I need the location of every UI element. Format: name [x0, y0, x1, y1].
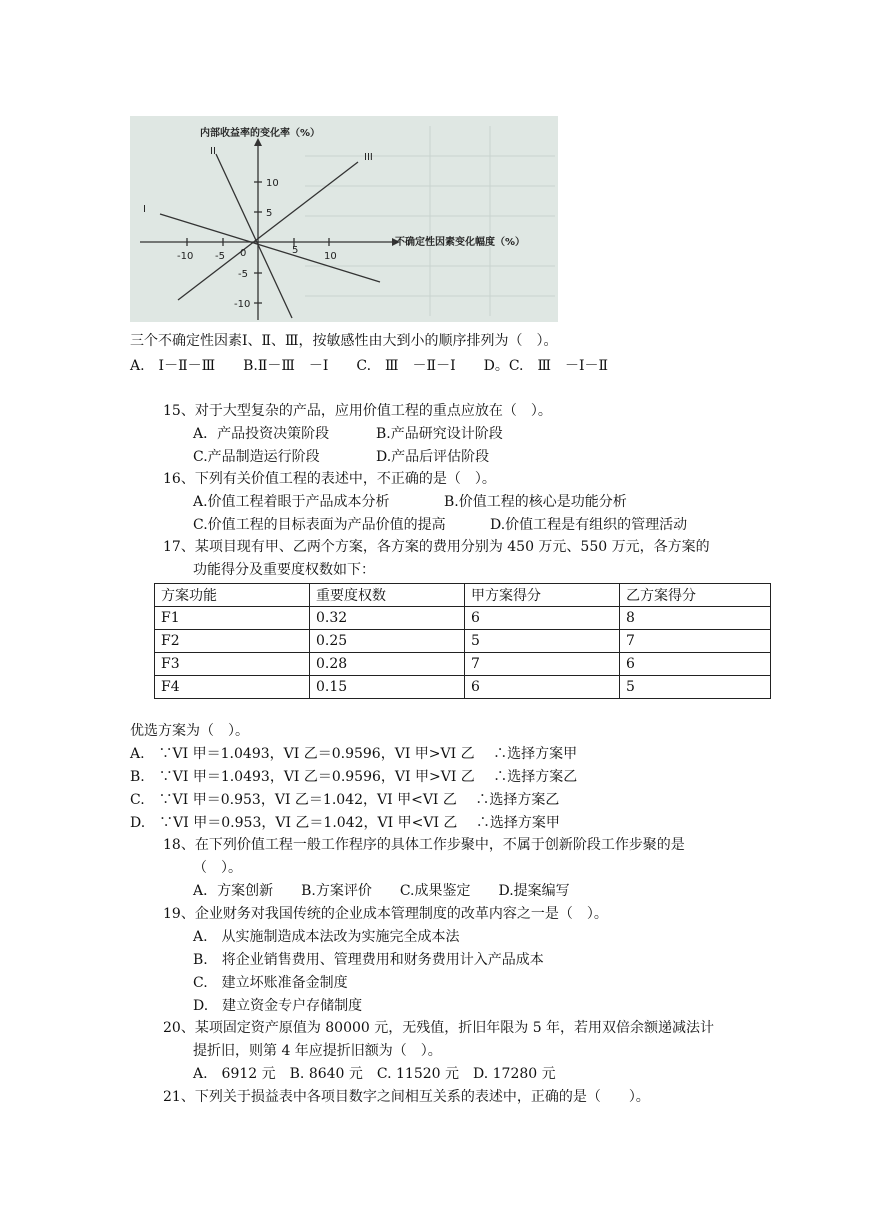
q16-option-c: C.价值工程的目标表面为产品价值的提高: [193, 517, 446, 533]
q21-stem: 21、下列关于损益表中各项目数字之间相互关系的表述中，正确的是（ ）。: [163, 1089, 650, 1105]
table-cell: 6: [465, 607, 620, 630]
q17-prompt: 优选方案为（ ）。: [130, 723, 249, 739]
table-cell: 8: [620, 607, 771, 630]
q20-stem-line1: 20、某项固定资产原值为 80000 元，无残值，折旧年限为 5 年，若用双倍余额递减法计: [163, 1020, 715, 1036]
table-header-cell: 方案功能: [155, 584, 310, 607]
q16-stem: 16、下列有关价值工程的表述中，不正确的是（ ）。: [163, 471, 496, 487]
q18-options: A．方案创新 B.方案评价 C.成果鉴定 D.提案编写: [193, 883, 570, 899]
q17-stem-line2: 功能得分及重要度权数如下：: [193, 562, 375, 578]
table-cell: F4: [155, 676, 310, 699]
x-tick-label: -10: [177, 251, 194, 262]
q20-stem-line2: 提折旧，则第 4 年应提折旧额为（ ）。: [193, 1043, 442, 1059]
q19-option-d: D. 建立资金专户存储制度: [193, 998, 363, 1014]
q17-stem-line1: 17、某项目现有甲、乙两个方案，各方案的费用分别为 450 万元、550 万元，各方案的: [163, 539, 710, 555]
q15-option-a: A．产品投资决策阶段: [193, 426, 330, 442]
table-cell: 7: [465, 653, 620, 676]
line-i-label: I: [143, 204, 146, 215]
y-tick-label: 5: [266, 208, 273, 219]
table-header-row: [155, 584, 771, 607]
q15-option-b: B.产品研究设计阶段: [376, 426, 503, 442]
table-header-cell: 甲方案得分: [465, 584, 620, 607]
q19-option-c: C. 建立坏账准备金制度: [193, 975, 348, 991]
q17-option-a: A. ∵VI 甲＝1.0493，VI 乙＝0.9596，VI 甲>VI 乙 ∴选择方案甲: [130, 746, 578, 762]
table-cell: 0.25: [310, 630, 465, 653]
q15-option-d: D.产品后评估阶段: [376, 449, 490, 465]
q16-option-b: B.价值工程的核心是功能分析: [444, 494, 627, 510]
q15-option-c: C.产品制造运行阶段: [193, 449, 320, 465]
q16-option-d: D.价值工程是有组织的管理活动: [490, 517, 688, 533]
line-iii-label: III: [364, 152, 373, 163]
table-row: [155, 630, 771, 653]
table-cell: 0.32: [310, 607, 465, 630]
y-tick-label: 10: [266, 178, 279, 189]
sensitivity-figure: [130, 116, 558, 322]
table-cell: 6: [465, 676, 620, 699]
q16-option-a: A.价值工程着眼于产品成本分析: [193, 494, 390, 510]
q14-options: A. Ⅰ－Ⅱ－Ⅲ B.Ⅱ－Ⅲ －Ⅰ C. Ⅲ －Ⅱ－Ⅰ D。C. Ⅲ －Ⅰ－Ⅱ: [130, 358, 609, 374]
table-row: [155, 607, 771, 630]
table-cell: 7: [620, 630, 771, 653]
q17-option-b: B. ∵VI 甲＝1.0493，VI 乙＝0.9596，VI 甲>VI 乙 ∴选择方案乙: [130, 769, 578, 785]
q18-stem-line2: （ ）。: [193, 860, 242, 876]
table-header-cell: 乙方案得分: [620, 584, 771, 607]
table-cell: 0.28: [310, 653, 465, 676]
table-cell: 5: [465, 630, 620, 653]
q17-option-c: C. ∵VI 甲＝0.953，VI 乙＝1.042，VI 甲<VI 乙 ∴选择方案乙: [130, 792, 560, 808]
line-ii-label: II: [210, 146, 216, 157]
table-cell: F3: [155, 653, 310, 676]
y-tick-label: -10: [234, 299, 251, 310]
x-axis-label: 不确定性因素变化幅度（%）: [395, 237, 526, 248]
table-cell: F1: [155, 607, 310, 630]
x-tick-label: -5: [215, 251, 225, 262]
q19-option-a: A. 从实施制造成本法改为实施完全成本法: [193, 929, 460, 945]
table-cell: F2: [155, 630, 310, 653]
origin-label: 0: [240, 248, 247, 259]
table-row: [155, 676, 771, 699]
q18-stem-line1: 18、在下列价值工程一般工作程序的具体工作步聚中，不属于创新阶段工作步聚的是: [163, 837, 685, 853]
table-header-cell: 重要度权数: [310, 584, 465, 607]
y-axis-label: 内部收益率的变化率（%）: [200, 128, 321, 139]
table-cell: 6: [620, 653, 771, 676]
q15-stem: 15、对于大型复杂的产品，应用价值工程的重点应放在（ ）。: [163, 403, 552, 419]
x-tick-label: 5: [292, 245, 299, 256]
table-row: [155, 653, 771, 676]
q19-option-b: B. 将企业销售费用、管理费用和财务费用计入产品成本: [193, 952, 544, 968]
table-cell: 5: [620, 676, 771, 699]
q20-options: A. 6912 元 B. 8640 元 C. 11520 元 D. 17280 元: [193, 1066, 556, 1082]
q19-stem: 19、企业财务对我国传统的企业成本管理制度的改革内容之一是（ ）。: [163, 906, 608, 922]
x-tick-label: 10: [324, 251, 337, 262]
table-cell: 0.15: [310, 676, 465, 699]
sensitivity-chart-svg: [130, 116, 558, 322]
y-tick-label: -5: [238, 269, 248, 280]
q14-stem: 三个不确定性因素Ⅰ、Ⅱ、Ⅲ，按敏感性由大到小的顺序排列为（ ）。: [130, 333, 558, 349]
q17-option-d: D. ∵VI 甲＝0.953，VI 乙＝1.042，VI 甲<VI 乙 ∴选择方案甲: [130, 815, 560, 831]
scores-table: [154, 583, 771, 699]
